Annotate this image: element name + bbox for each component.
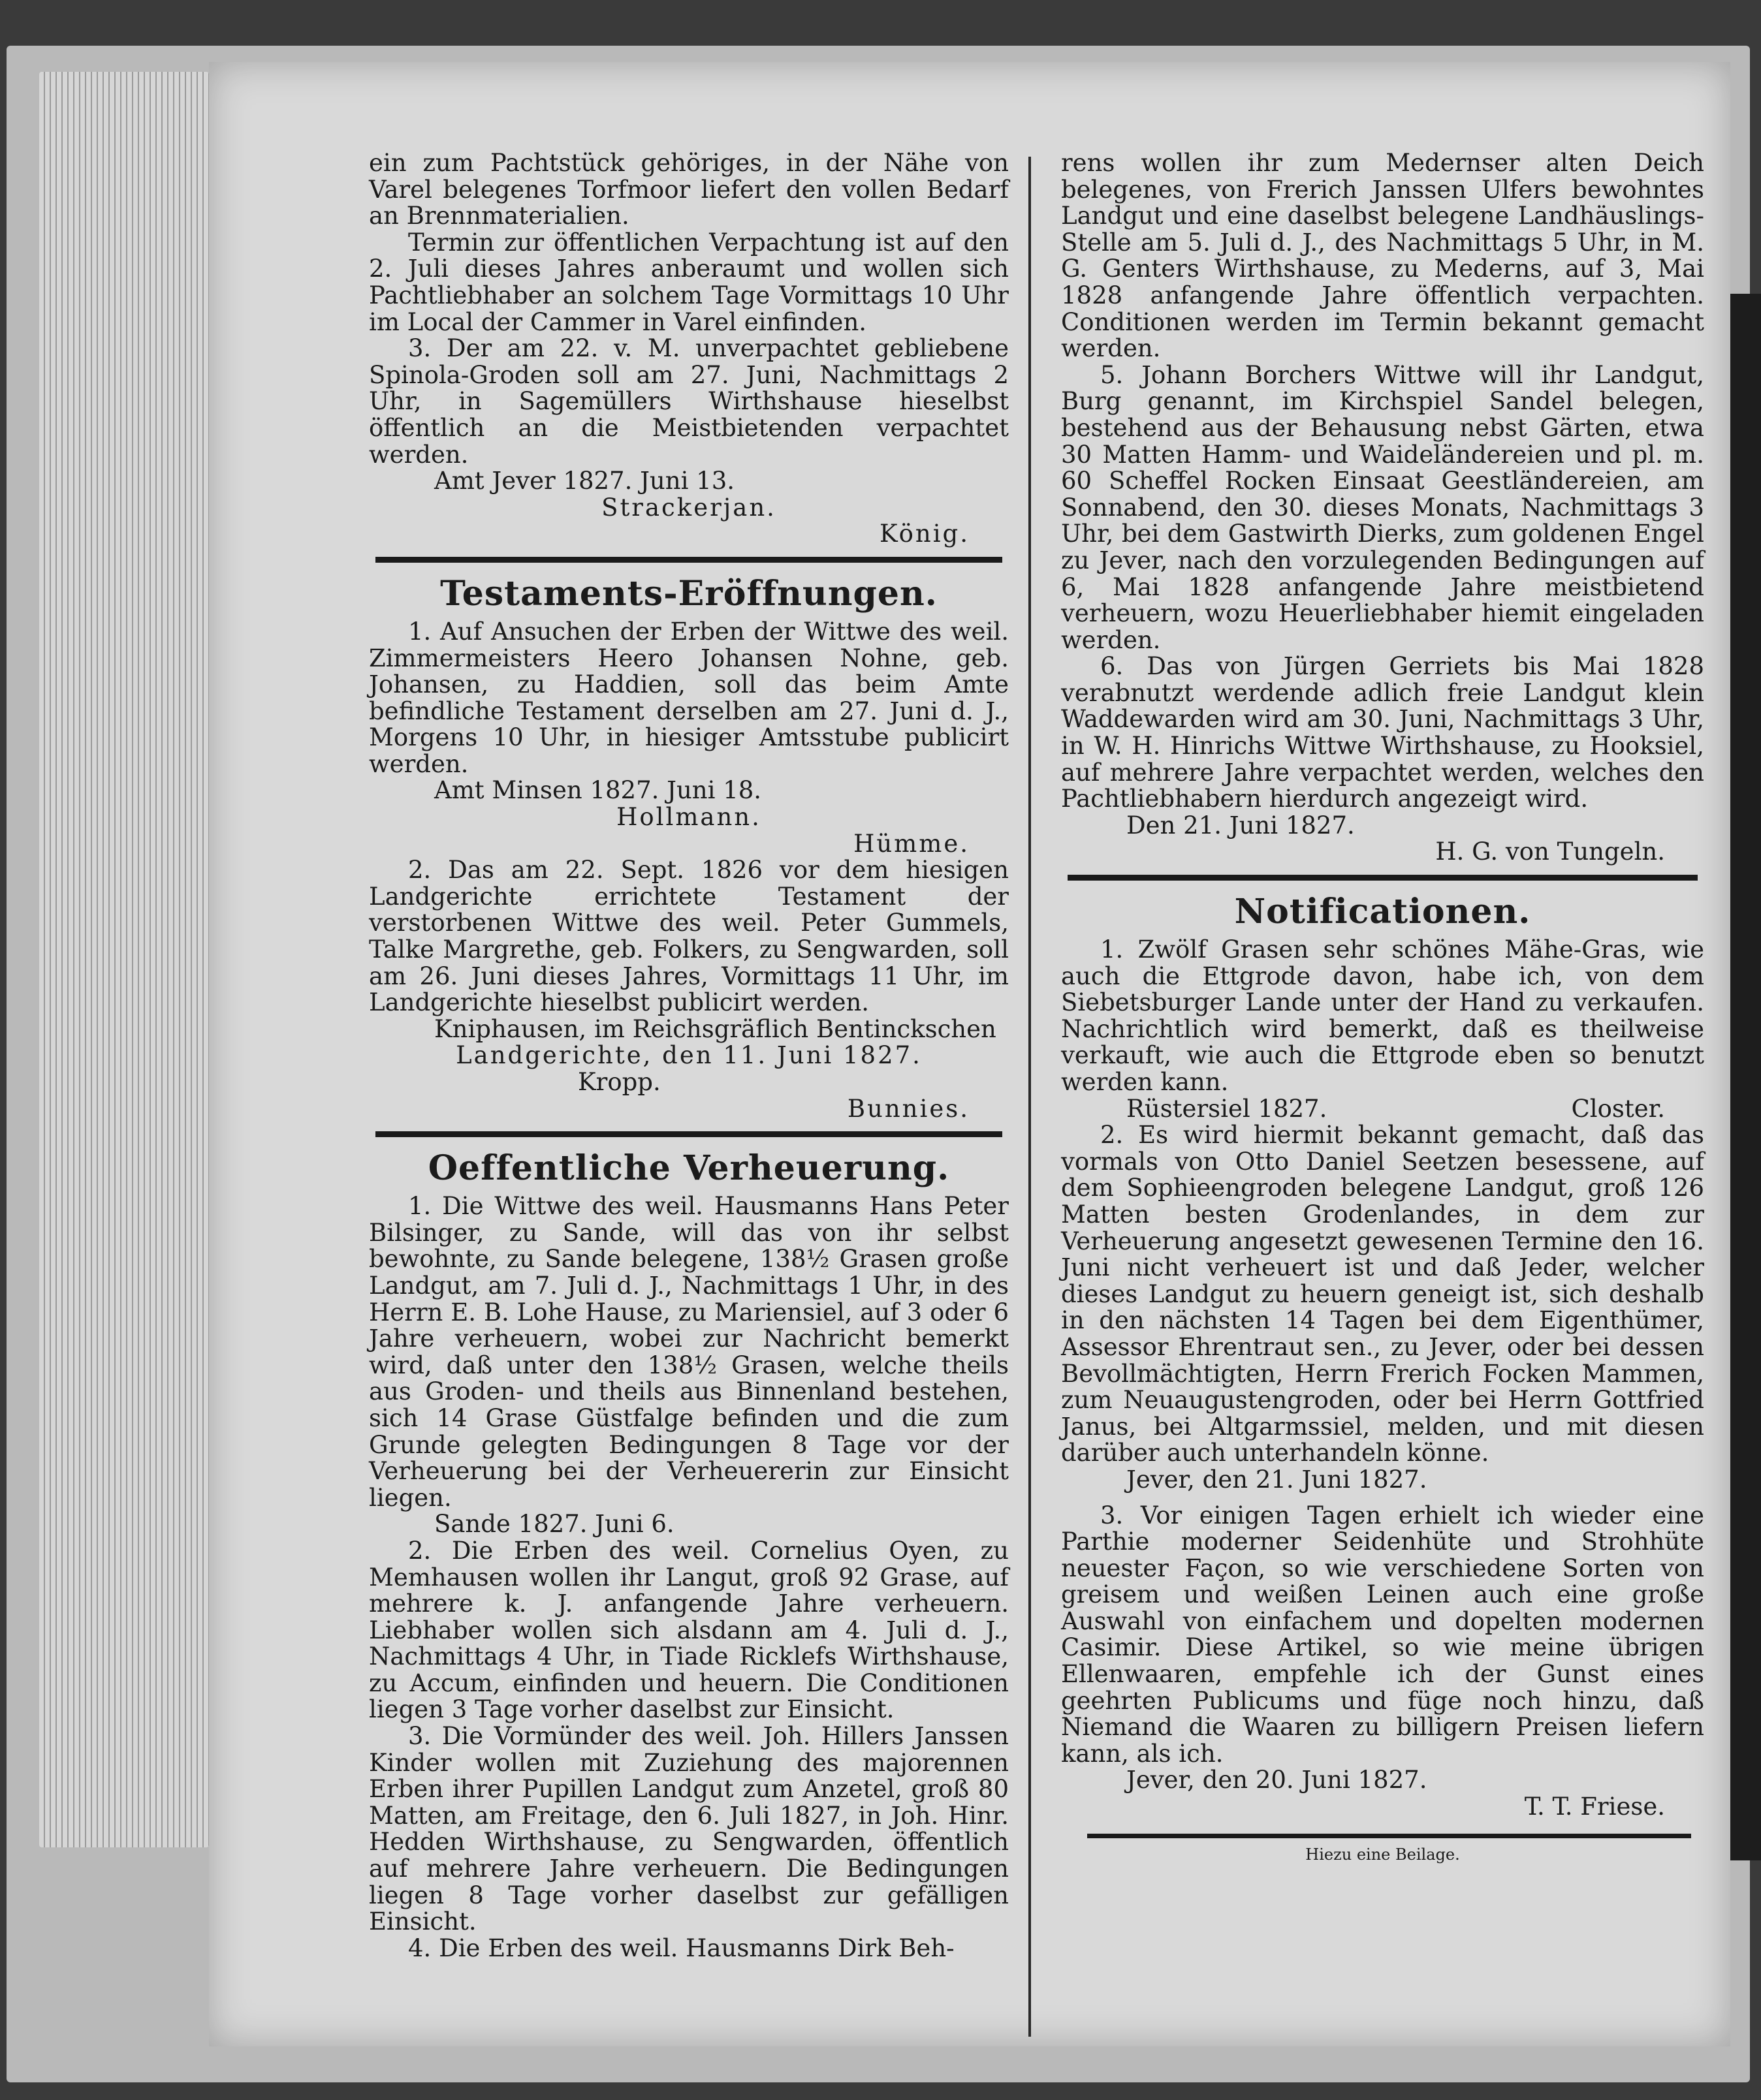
testament-2-signature-1: Kropp. (578, 1068, 661, 1096)
notification-1-place: Rüstersiel 1827. (1126, 1094, 1327, 1123)
testament-notice-2: 2. Das am 22. Sept. 1826 vor dem hiesigen Landgerichte errichtete Testament der verstorbenen Wittwe des weil. Peter Gummels, Talke Margrethe, geb. Folkers, zu Sengwarden, soll am 26. Juni dieses Jahres, Vormittags 11 Uhr, im Landgerichte hieselbst publicirt werden. (369, 856, 1009, 1017)
verheuerung-1-place: Sande 1827. Juni 6. (434, 1510, 674, 1539)
section-heading-testaments: Testaments-Eröffnungen. (440, 573, 938, 614)
verheuerung-notice-3: 3. Die Vormünder des weil. Joh. Hillers Janssen Kinder wollen mit Zuziehung des majorennen Erben ihrer Pupillen Landgut zum Anzetel, groß 80 Matten, am Freitage, den 6. Juli 1827, in Joh. Hinr. Hedden Wirthshause, zu Sengwarden, öffentlich auf mehrere Jahre verheuern. Die Bedingungen liegen 8 Tage vorher daselbst zur gefälligen Einsicht. (369, 1722, 1009, 1936)
testament-notice-1: 1. Auf Ansuchen der Erben der Wittwe des weil. Zimmermeisters Heero Johansen Nohne, geb. Johansen, zu Haddien, soll das beim Amte befindliche Testament derselben am 27. Juni d. J., Morgens 10 Uhr, in hiesiger Amtsstube publicirt werden. (369, 617, 1009, 778)
testament-2-signature-2: Bunnies. (847, 1094, 970, 1123)
section-rule (375, 1131, 1002, 1137)
intro-para-1: ein zum Pachtstück gehöriges, in der Nähe von Varel belegenes Torfmoor liefert den vollen Bedarf an Brennmaterialien. (369, 149, 1009, 230)
section-rule (375, 557, 1002, 563)
notification-1-footer (1061, 1096, 1704, 1123)
intro-signature-2: König. (879, 520, 970, 548)
testament-2-place-2: Landgerichte, den 11. Juni 1827. (456, 1041, 922, 1070)
notification-2: 2. Es wird hiermit bekannt gemacht, daß das vormals von Otto Daniel Seetzen besessene, auf dem Sophieengroden belegene Landgut, groß 126 Matten besten Grodenlandes, in dem zur Verheuerung angesetzt gewesenen Termine den 16. Juni nicht verheuert ist und daß Jeder, welcher dieses Landgut zu heuern geneigt ist, sich deshalb in den nächsten 14 Tagen bei dem Eigenthümer, Assessor Ehrentraut sen., zu Jever, oder bei dessen Bevollmächtigten, Herrn Frerich Focken Mammen, zum Neuaugustengroden, oder bei Herrn Gottfried Janus, bei Altgarmssiel, melden, und mit diesen darüber auch unterhandeln könne. (1061, 1121, 1704, 1467)
notification-1-signature: Closter. (1571, 1094, 1665, 1123)
intro-place-date: Amt Jever 1827. Juni 13. (434, 467, 735, 495)
testament-1-signature-1: Hollmann. (616, 803, 761, 832)
next-page-edge (1730, 294, 1761, 1860)
verheuerung-notice-5: 5. Johann Borchers Wittwe will ihr Landgut, Burg genannt, im Kirchspiel Sandel belegen, bestehend aus der Behausung nebst Gärten, etwa 30 Matten Hamm- und Waideländereien und pl. m. 60 Scheffel Rocken Einsaat Geestländereien, am Sonnabend, den 30. dieses Monats, Nachmittags 3 Uhr, bei dem Gastwirth Dierks, zum goldenen Engel zu Jever, nach den vorzulegenden Bedingungen auf 6, Mai 1828 anfangende Jahre meistbietend verheuern, wozu Heuerliebhaber hiemit eingeladen werden. (1061, 360, 1704, 654)
testament-1-signature-2: Hümme. (853, 829, 970, 858)
notification-3: 3. Vor einigen Tagen erhielt ich wieder eine Parthie moderner Seidenhüte und Strohhüte neuester Façon, so wie verschiedene Sorten von greisem und weißen Leinen auch eine große Auswahl von einfachem und dopelten modernen Casimir. Diese Artikel, so wie meine übrigen Ellenwaaren, empfehle ich der Gunst eines geehrten Publicums und füge noch hinzu, daß Niemand die Waaren zu billigern Preisen liefern kann, als ich. (1061, 1501, 1704, 1768)
verheuerung-notice-2: 2. Die Erben des weil. Cornelius Oyen, zu Memhausen wollen ihr Langut, groß 92 Grase, auf mehrere k. J. anfangende Jahre verheuern. Liebhaber wollen sich alsdann am 4. Juli d. J., Nachmittags 4 Uhr, in Tiade Ricklefs Wirthshause, zu Accum, einfinden und heuern. Die Conditionen liegen 3 Tage vorher daselbst zur Einsicht. (369, 1536, 1009, 1724)
notification-3-signature: T. T. Friese. (1524, 1793, 1665, 1821)
verheuerung-notice-4-cont: rens wollen ihr zum Medernser alten Deich belegenes, von Frerich Janssen Ulfers bewohntes Landgut und eine daselbst belegene Landhäuslings-Stelle am 5. Juli d. J., des Nachmittags 5 Uhr, in M. G. Genters Wirthshause, zu Mederns, auf 3, Mai 1828 anfangende Jahre öffentlich verpachten. Conditionen werden im Termin bekannt gemacht werden. (1061, 149, 1704, 363)
section-heading-verheuerung: Oeffentliche Verheuerung. (428, 1148, 950, 1189)
page-edges (39, 72, 209, 1847)
notification-1: 1. Zwölf Grasen sehr schönes Mähe-Gras, wie auch die Ettgrode davon, habe ich, von dem Siebetsburger Lande unter der Hand zu verkaufen. Nachrichtlich wird bemerkt, daß es theilweise verkauft, wie auch die Ettgrode eben so benutzt werden kann. (1061, 935, 1704, 1096)
supplement-note: Hiezu eine Beilage. (1305, 1845, 1460, 1864)
footer-rule (1087, 1834, 1691, 1838)
left-column (369, 150, 1009, 1962)
column-divider (1028, 157, 1031, 2037)
notification-2-place: Jever, den 21. Juni 1827. (1126, 1465, 1427, 1494)
intro-para-2: Termin zur öffentlichen Verpachtung ist auf den 2. Juli dieses Jahres anberaumt und wollen sich Pachtliebhaber an solchem Tage Vormittags 10 Uhr im Local der Cammer in Varel einfinden. (369, 228, 1009, 336)
verheuerung-6-signature: H. G. von Tungeln. (1435, 838, 1665, 866)
intro-para-3: 3. Der am 22. v. M. unverpachtet gebliebene Spinola-Groden soll am 27. Juni, Nachmittags 2 Uhr, in Sagemüllers Wirthshause hieselbst öffentlich an die Meistbietenden verpachtet werden. (369, 334, 1009, 469)
section-heading-notificationen: Notificationen. (1234, 892, 1531, 932)
right-column (1061, 150, 1704, 1864)
testament-2-place-1: Kniphausen, im Reichsgräflich Bentinckschen (434, 1014, 996, 1043)
verheuerung-6-place: Den 21. Juni 1827. (1126, 811, 1355, 839)
verheuerung-notice-4-start: 4. Die Erben des weil. Hausmanns Dirk Beh- (408, 1934, 955, 1962)
notification-3-place: Jever, den 20. Juni 1827. (1126, 1766, 1427, 1794)
testament-1-place: Amt Minsen 1827. Juni 18. (434, 776, 762, 805)
verheuerung-notice-6: 6. Das von Jürgen Gerriets bis Mai 1828 verabnutzt werdende adlich freie Landgut klein Waddewarden wird am 30. Juni, Nachmittags 3 Uhr, in W. H. Hinrichs Wittwe Wirthshause, zu Hooksiel, auf mehrere Jahre verpachtet werden, welches den Pachtliebhabern hierdurch angezeigt wird. (1061, 652, 1704, 813)
intro-signature-1: Strackerjan. (601, 493, 776, 522)
section-rule (1068, 875, 1698, 881)
verheuerung-notice-1: 1. Die Wittwe des weil. Hausmanns Hans Peter Bilsinger, zu Sande, will das von ihr selbst bewohnte, zu Sande belegene, 138½ Grasen große Landgut, am 7. Juli d. J., Nachmittags 1 Uhr, in des Herrn E. B. Lohe Hause, zu Mariensiel, auf 3 oder 6 Jahre verheuern, wobei zur Nachricht bemerkt wird, daß unter den 138½ Grasen, welche theils aus Groden- und theils aus Binnenland bestehen, sich 14 Grase Güstfalge befinden und die zum Grunde gelegten Bedingungen 8 Tage vor der Verheuerung bei der Verheuererin zur Einsicht liegen. (369, 1192, 1009, 1512)
